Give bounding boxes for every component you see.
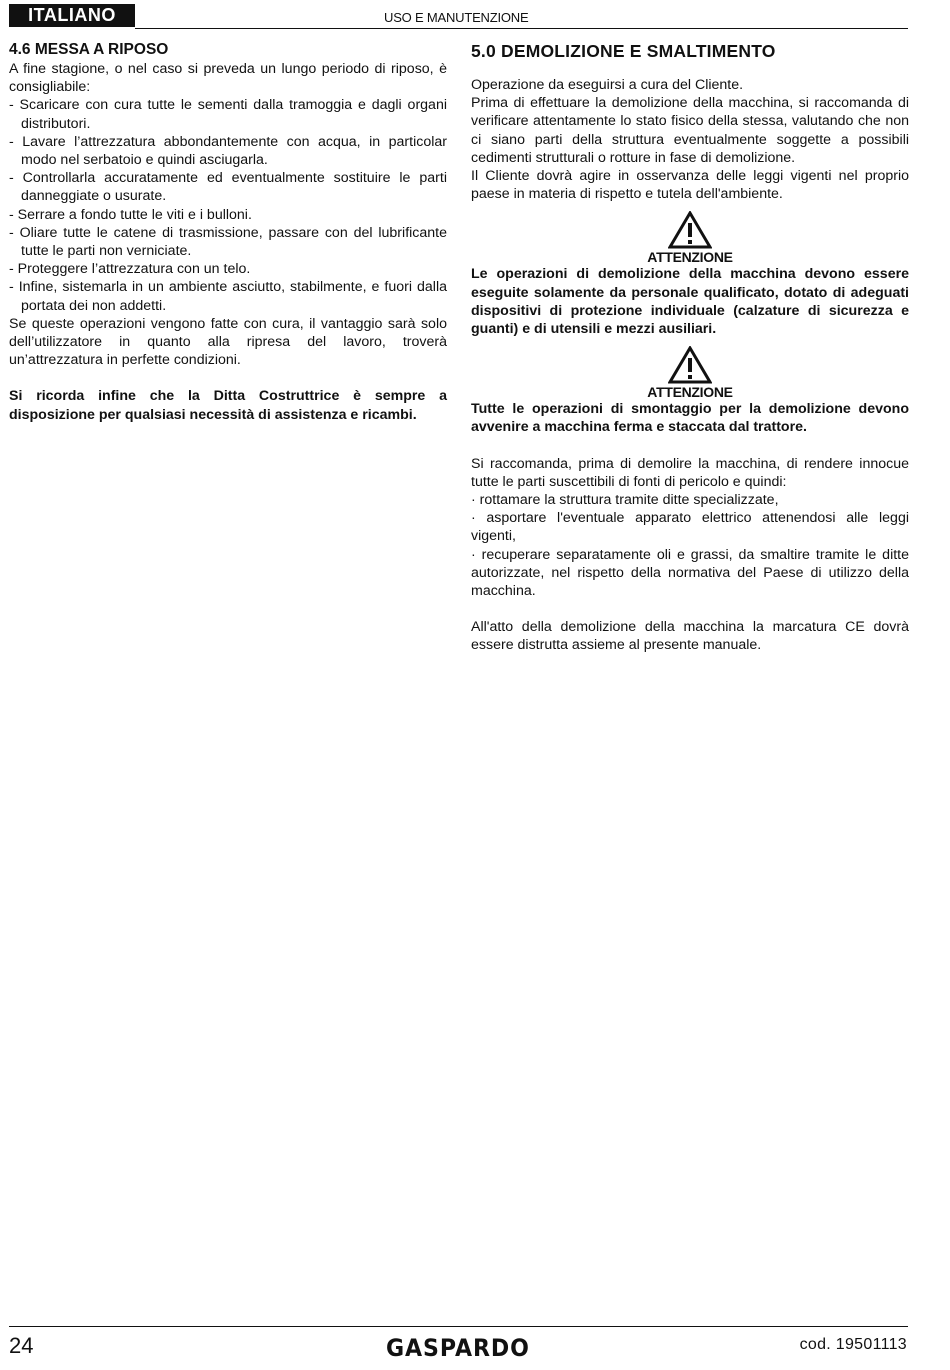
warning-block-1 <box>471 211 909 265</box>
storage-step: - Infine, sistemarla in un ambiente asciutto, stabilmente, e fuori dalla portata dei non addetti. <box>9 279 447 314</box>
brand-logo: GASPARDO <box>386 1334 530 1362</box>
header-divider <box>135 28 908 29</box>
section-title-storage: 4.6 MESSA A RIPOSO <box>9 41 169 58</box>
warning-triangle-icon <box>668 211 712 249</box>
header-title: USO E MANUTENZIONE <box>384 10 529 25</box>
demolition-p1: Operazione da eseguirsi a cura del Cliente. <box>471 77 744 93</box>
storage-step: - Oliare tutte le catene di trasmissione, passare con del lubrificante tutte le parti non verniciate. <box>9 224 447 260</box>
demolition-item: · rottamare la struttura tramite ditte specializzate, <box>471 492 779 509</box>
warning-label: ATTENZIONE <box>647 384 733 401</box>
demolition-p2: Prima di effettuare la demolizione della macchina, si raccomanda di verificare attentamente lo stato fisico della stessa, valutando che non ci siano parti della struttura eventualmente soggette a possibili cedimenti strutturali o rotture in fase di demolizione. <box>471 95 909 166</box>
demolition-p3: Il Cliente dovrà agire in osservanza delle leggi vigenti nel proprio paese in materia di rispetto e tutela dell'ambiente. <box>471 168 909 203</box>
demolition-p4: Si raccomanda, prima di demolire la macchina, di rendere innocue tutte le parti suscettibili di fonti di pericolo e quindi: <box>471 455 909 490</box>
demolition-p5: All'atto della demolizione della macchina la marcatura CE dovrà essere distrutta assieme al presente manuale. <box>471 619 909 654</box>
warning-block-2 <box>471 346 909 400</box>
section-title-demolition: 5.0 DEMOLIZIONE E SMALTIMENTO <box>471 41 776 61</box>
storage-step: - Proteggere l’attrezzatura con un telo. <box>9 261 251 278</box>
language-tab: ITALIANO <box>9 4 135 27</box>
warning-text-1: Le operazioni di demolizione della macchina devono essere eseguite solamente da personale qualificato, dotato di adeguati dispositivi di protezione individuale (calzature di sicurezza e guanti) e di utensili e mezzi ausiliari. <box>471 266 909 338</box>
demolition-item: · asportare l'eventuale apparato elettrico attenendosi alle leggi vigenti, <box>471 510 909 545</box>
storage-step: - Controllarla accuratamente ed eventualmente sostituire le parti danneggiate o usurate. <box>9 170 447 205</box>
storage-step: - Lavare l’attrezzatura abbondantemente con acqua, in particolar modo nel serbatoio e quindi asciugarla. <box>9 133 447 169</box>
right-column <box>471 40 909 655</box>
warning-triangle-icon <box>668 346 712 384</box>
warning-label: ATTENZIONE <box>647 249 733 266</box>
page-number: 24 <box>9 1333 34 1358</box>
demolition-item: · recuperare separatamente oli e grassi, da smaltire tramite le ditte autorizzate, nel rispetto della normativa del Paese di utilizzo della macchina. <box>471 546 909 600</box>
storage-step: - Serrare a fondo tutte le viti e i bulloni. <box>9 206 252 223</box>
footer-divider <box>9 1326 908 1327</box>
assistance-note: Si ricorda infine che la Ditta Costruttrice è sempre a disposizione per qualsiasi necessità di assistenza e ricambi. <box>9 388 447 423</box>
left-column <box>9 40 447 424</box>
document-code: cod. 19501113 <box>799 1336 907 1353</box>
storage-closing: Se queste operazioni vengono fatte con cura, il vantaggio sarà solo dell’utilizzatore in quanto alla ripresa del lavoro, troverà un’attrezzatura in perfette condizioni. <box>9 315 447 369</box>
storage-step: - Scaricare con cura tutte le sementi dalla tramoggia e dagli organi distributori. <box>9 97 447 132</box>
storage-intro: A fine stagione, o nel caso si preveda un lungo periodo di riposo, è consigliabile: <box>9 61 447 96</box>
warning-text-2: Tutte le operazioni di smontaggio per la demolizione devono avvenire a macchina ferma e staccata dal trattore. <box>471 401 909 436</box>
